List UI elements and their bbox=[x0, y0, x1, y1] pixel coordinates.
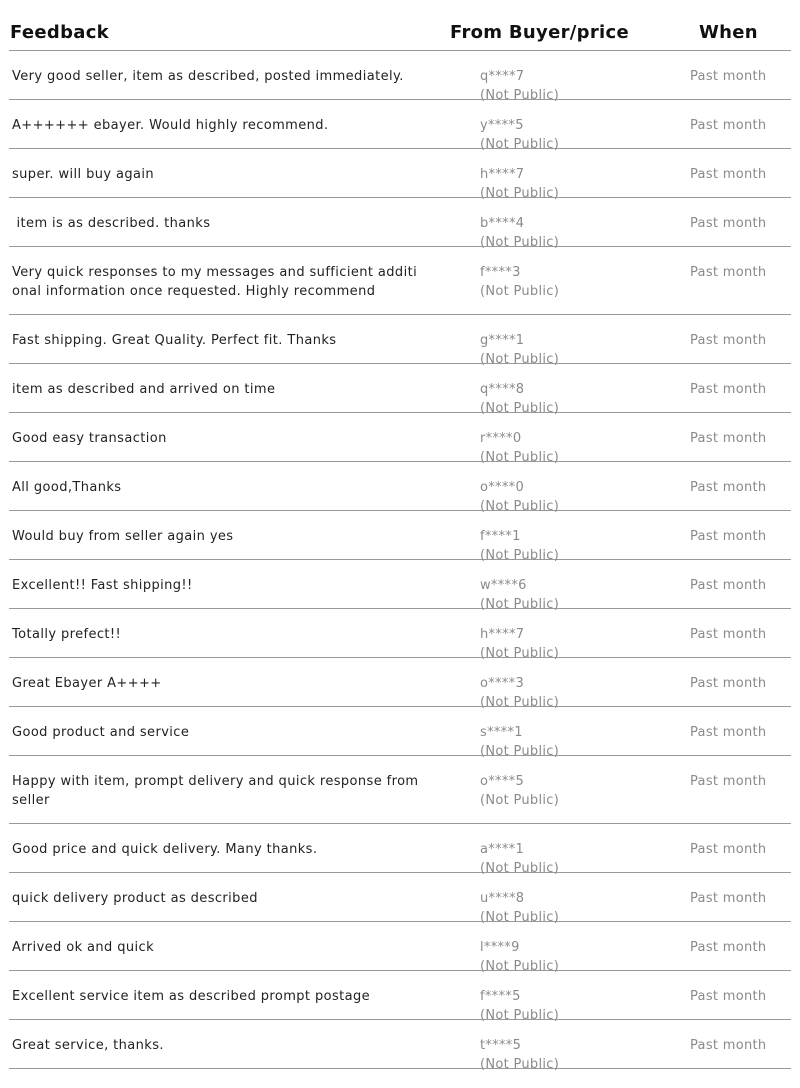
feedback-comment: Great service, thanks. bbox=[12, 1038, 164, 1053]
buyer-id: t****5 bbox=[480, 1038, 522, 1053]
table-row bbox=[9, 149, 791, 201]
not-public-label: (Not Public) bbox=[480, 744, 560, 759]
buyer-id: h****7 bbox=[480, 167, 525, 182]
feedback-comment: Very good seller, item as described, posted immediately. bbox=[12, 69, 404, 84]
feedback-comment: super. will buy again bbox=[12, 167, 155, 182]
feedback-when: Past month bbox=[690, 940, 767, 955]
feedback-comment: Excellent!! Fast shipping!! bbox=[12, 578, 193, 593]
not-public-label: (Not Public) bbox=[480, 88, 560, 103]
feedback-comment: Good product and service bbox=[12, 725, 190, 740]
feedback-when: Past month bbox=[690, 69, 767, 84]
not-public-label: (Not Public) bbox=[480, 646, 560, 661]
buyer-id: g****1 bbox=[480, 333, 525, 348]
table-row bbox=[9, 971, 791, 1023]
feedback-comment: item as described and arrived on time bbox=[12, 382, 276, 397]
buyer-id: q****8 bbox=[480, 382, 525, 397]
header-when: When bbox=[699, 22, 758, 43]
not-public-label: (Not Public) bbox=[480, 597, 560, 612]
table-row bbox=[9, 247, 791, 315]
feedback-when: Past month bbox=[690, 382, 767, 397]
feedback-when: Past month bbox=[690, 431, 767, 446]
not-public-label: (Not Public) bbox=[480, 499, 560, 514]
feedback-comment: item is as described. thanks bbox=[12, 216, 211, 231]
buyer-id: h****7 bbox=[480, 627, 525, 642]
buyer-id: y****5 bbox=[480, 118, 524, 133]
table-row bbox=[9, 922, 791, 974]
table-row bbox=[9, 560, 791, 612]
table-row bbox=[9, 51, 791, 103]
table-row bbox=[9, 707, 791, 759]
not-public-label: (Not Public) bbox=[480, 352, 560, 367]
table-row bbox=[9, 198, 791, 250]
buyer-id: s****1 bbox=[480, 725, 523, 740]
buyer-id: o****0 bbox=[480, 480, 525, 495]
not-public-label: (Not Public) bbox=[480, 548, 560, 563]
feedback-comment: Would buy from seller again yes bbox=[12, 529, 234, 544]
buyer-id: q****7 bbox=[480, 69, 525, 84]
feedback-when: Past month bbox=[690, 216, 767, 231]
feedback-when: Past month bbox=[690, 167, 767, 182]
not-public-label: (Not Public) bbox=[480, 861, 560, 876]
header-from-buyer-price: From Buyer/price bbox=[450, 22, 629, 43]
feedback-when: Past month bbox=[690, 578, 767, 593]
table-row bbox=[9, 511, 791, 563]
buyer-cell bbox=[480, 1036, 559, 1074]
table-row bbox=[9, 315, 791, 367]
feedback-when: Past month bbox=[690, 627, 767, 642]
feedback-comment: quick delivery product as described bbox=[12, 891, 258, 906]
buyer-id: o****3 bbox=[480, 676, 525, 691]
buyer-id: b****4 bbox=[480, 216, 525, 231]
feedback-comment: Very quick responses to my messages and sufficient additional information once requested. Highly recommend bbox=[12, 265, 418, 299]
buyer-cell bbox=[480, 772, 559, 810]
buyer-id: a****1 bbox=[480, 842, 525, 857]
buyer-id: f****3 bbox=[480, 265, 521, 280]
not-public-label: (Not Public) bbox=[480, 1057, 560, 1072]
table-row bbox=[9, 413, 791, 465]
feedback-when: Past month bbox=[690, 118, 767, 133]
table-row bbox=[9, 1020, 791, 1072]
not-public-label: (Not Public) bbox=[480, 910, 560, 925]
feedback-when: Past month bbox=[690, 676, 767, 691]
feedback-comment: Good price and quick delivery. Many thanks. bbox=[12, 842, 318, 857]
table-row bbox=[9, 658, 791, 710]
feedback-when: Past month bbox=[690, 725, 767, 740]
table-row bbox=[9, 756, 791, 824]
buyer-id: u****8 bbox=[480, 891, 525, 906]
not-public-label: (Not Public) bbox=[480, 793, 560, 808]
buyer-id: o****5 bbox=[480, 774, 525, 789]
not-public-label: (Not Public) bbox=[480, 235, 560, 250]
feedback-comment: A++++++ ebayer. Would highly recommend. bbox=[12, 118, 329, 133]
feedback-comment: Excellent service item as described prompt postage bbox=[12, 989, 371, 1004]
feedback-when: Past month bbox=[690, 774, 767, 789]
feedback-when: Past month bbox=[690, 989, 767, 1004]
feedback-comment: Great Ebayer A++++ bbox=[12, 676, 162, 691]
feedback-when: Past month bbox=[690, 842, 767, 857]
feedback-comment: Happy with item, prompt delivery and quick response from seller bbox=[12, 774, 424, 808]
table-row bbox=[9, 462, 791, 514]
feedback-comment: Arrived ok and quick bbox=[12, 940, 155, 955]
table-row bbox=[9, 873, 791, 925]
not-public-label: (Not Public) bbox=[480, 401, 560, 416]
not-public-label: (Not Public) bbox=[480, 284, 560, 299]
buyer-id: r****0 bbox=[480, 431, 522, 446]
table-row bbox=[9, 824, 791, 876]
not-public-label: (Not Public) bbox=[480, 186, 560, 201]
table-row bbox=[9, 364, 791, 416]
feedback-when: Past month bbox=[690, 529, 767, 544]
table-row bbox=[9, 609, 791, 661]
feedback-when: Past month bbox=[690, 891, 767, 906]
feedback-list bbox=[9, 51, 791, 1072]
feedback-comment: Good easy transaction bbox=[12, 431, 167, 446]
buyer-id: f****1 bbox=[480, 529, 521, 544]
not-public-label: (Not Public) bbox=[480, 695, 560, 710]
not-public-label: (Not Public) bbox=[480, 959, 560, 974]
feedback-comment: All good,Thanks bbox=[12, 480, 122, 495]
feedback-comment: Fast shipping. Great Quality. Perfect fit. Thanks bbox=[12, 333, 337, 348]
feedback-when: Past month bbox=[690, 480, 767, 495]
feedback-comment: Totally prefect!! bbox=[12, 627, 122, 642]
buyer-cell bbox=[480, 263, 559, 301]
feedback-when: Past month bbox=[690, 265, 767, 280]
buyer-id: w****6 bbox=[480, 578, 527, 593]
buyer-id: l****9 bbox=[480, 940, 520, 955]
table-header bbox=[9, 0, 791, 51]
not-public-label: (Not Public) bbox=[480, 137, 560, 152]
feedback-when: Past month bbox=[690, 1038, 767, 1053]
header-feedback: Feedback bbox=[10, 22, 109, 43]
table-row bbox=[9, 100, 791, 152]
not-public-label: (Not Public) bbox=[480, 1008, 560, 1023]
feedback-when: Past month bbox=[690, 333, 767, 348]
not-public-label: (Not Public) bbox=[480, 450, 560, 465]
buyer-id: f****5 bbox=[480, 989, 521, 1004]
